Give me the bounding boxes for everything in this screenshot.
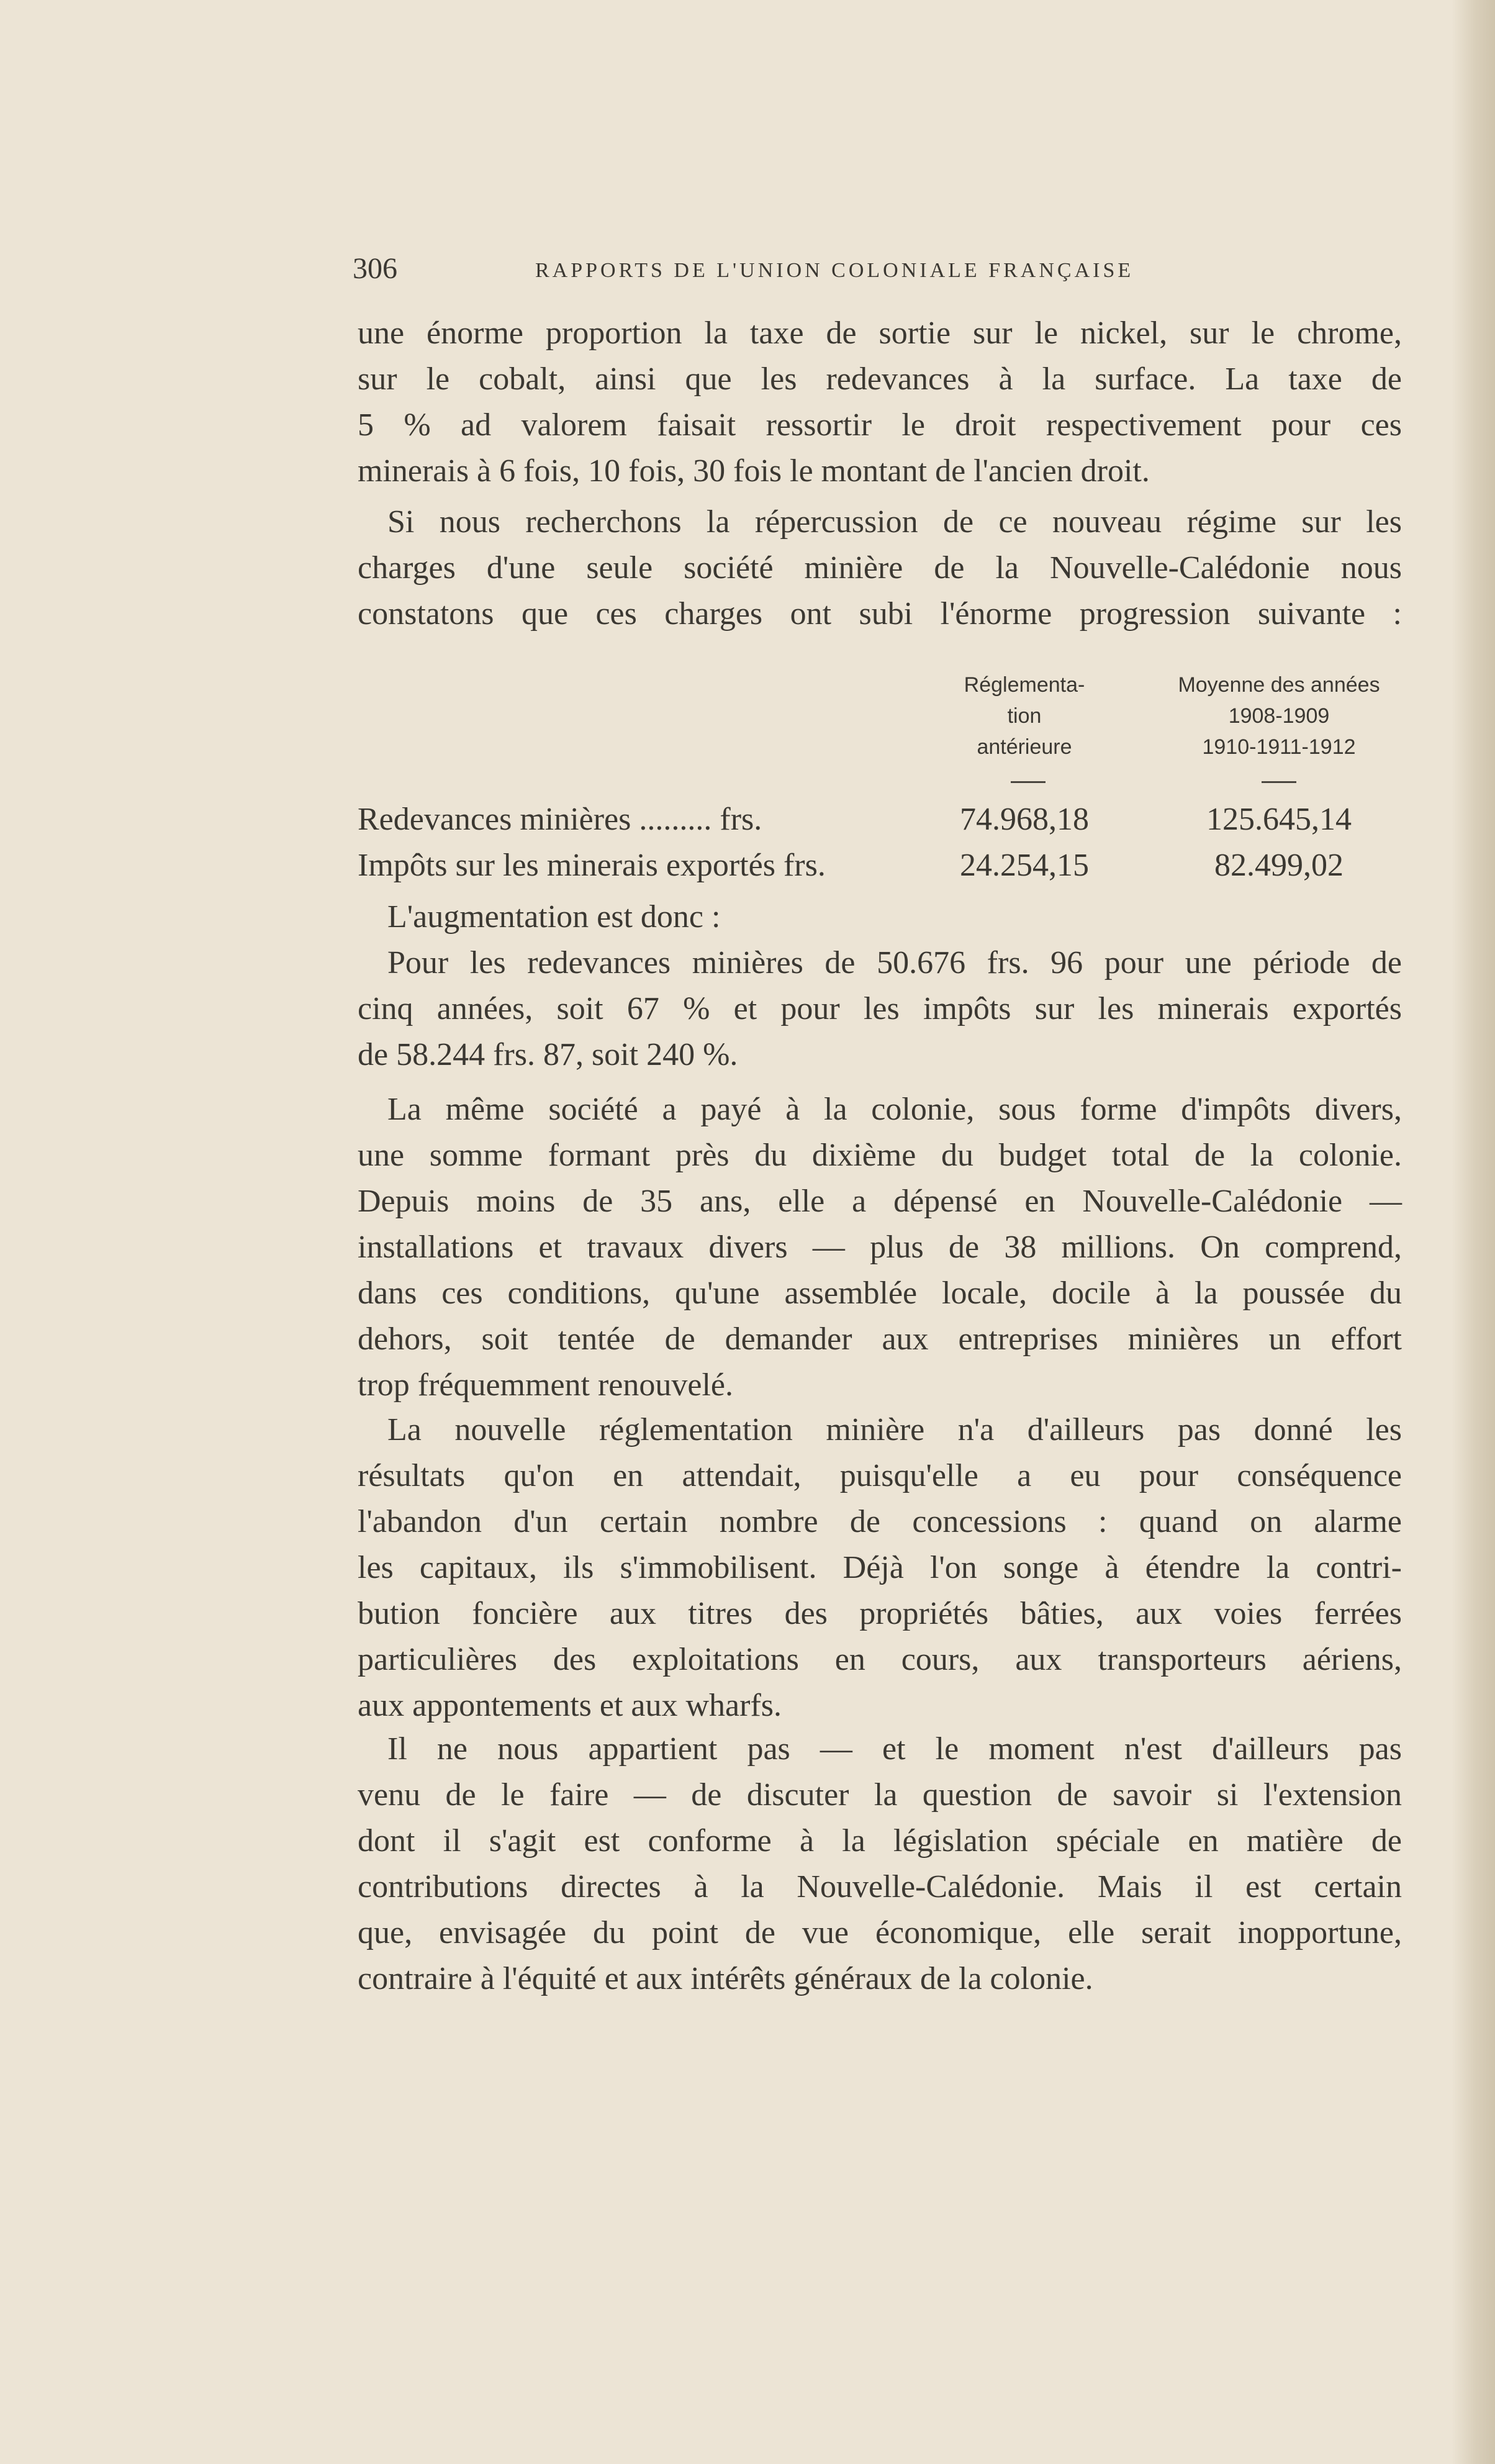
text-line: l'abandon d'un certain nombre de concessions : quand on alarme [358,1504,1402,1539]
text-line: venu de le faire — de discuter la question de savoir si l'extension [358,1777,1402,1813]
column-header-line: antérieure [977,735,1072,759]
text-line: Depuis moins de 35 ans, elle a dépensé en Nouvelle-Calédonie — [358,1184,1402,1219]
column-divider-dash [1011,781,1046,783]
text-line: L'augmentation est donc : [387,899,721,935]
text-line: une somme formant près du dixième du budget total de la colonie. [358,1138,1402,1173]
paragraph-4 [358,1087,1402,1408]
text-line: particulières des exploitations en cours, aux transporteurs aériens, [358,1642,1402,1677]
text-line: dehors, soit tentée de demander aux entreprises minières un effort [358,1321,1402,1357]
text-line: bution foncière aux titres des propriétés bâties, aux voies ferrées [358,1596,1402,1631]
text-line: dans ces conditions, qu'une assemblée locale, docile à la poussée du [358,1275,1402,1311]
text-line: charges d'une seule société minière de la Nouvelle-Calédonie nous [358,550,1402,586]
table-row [358,843,1413,889]
text-line: une énorme proportion la taxe de sortie sur le nickel, sur le chrome, [358,315,1402,351]
column-header-line: tion [1007,704,1042,728]
column-header-line: Réglementa- [964,673,1085,697]
text-line: contraire à l'équité et aux intérêts généraux de la colonie. [358,1961,1093,1996]
text-line: aux appontements et aux wharfs. [358,1688,782,1723]
table-header [931,669,1428,787]
row-label: Impôts sur les minerais exportés frs. [358,848,826,883]
column-header-line: 1910-1911-1912 [1202,735,1356,759]
row-label: Redevances minières ......... frs. [358,802,762,837]
text-line: constatons que ces charges ont subi l'énorme progression suivante : [358,596,1402,632]
text-line: de 58.244 frs. 87, soit 240 %. [358,1037,738,1072]
text-line: contributions directes à la Nouvelle-Calédonie. Mais il est certain [358,1869,1402,1905]
column-header-average-years [1142,669,1416,763]
text-line: Il ne nous appartient pas — et le moment n'est d'ailleurs pas [387,1731,1402,1767]
text-line: Si nous recherchons la répercussion de ce nouveau régime sur les [387,504,1402,540]
text-line: La même société a payé à la colonie, sous forme d'impôts divers, [387,1092,1402,1127]
text-line: installations et travaux divers — plus de 38 millions. On comprend, [358,1230,1402,1265]
text-line: minerais à 6 fois, 10 fois, 30 fois le montant de l'ancien droit. [358,453,1150,489]
text-line: les capitaux, ils s'immobilisent. Déjà l'on songe à étendre la contri- [358,1550,1402,1585]
text-line: trop fréquemment renouvelé. [358,1367,733,1403]
column-header-line: 1908-1909 [1228,704,1330,728]
paragraph-3 [358,894,1402,1078]
paragraph-1 [358,310,1402,494]
running-title: RAPPORTS DE L'UNION COLONIALE FRANÇAISE [535,259,1134,282]
page-edge-shadow [1452,0,1495,2464]
text-line: sur le cobalt, ainsi que les redevances à la surface. La taxe de [358,361,1402,397]
text-line: cinq années, soit 67 % et pour les impôts sur les minerais exportés [358,991,1402,1026]
text-line: que, envisagée du point de vue économique, elle serait inopportune, [358,1915,1402,1950]
column-header-line: Moyenne des années [1178,673,1380,697]
row-value-average: 82.499,02 [1214,848,1344,883]
paragraph-2 [358,499,1402,637]
text-line: La nouvelle réglementation minière n'a d'ailleurs pas donné les [387,1412,1402,1447]
text-line: Pour les redevances minières de 50.676 frs. 96 pour une période de [387,945,1402,981]
column-divider-dash [1262,781,1296,783]
text-line: résultats qu'on en attendait, puisqu'elle a eu pour conséquence [358,1458,1402,1493]
paragraph-5 [358,1407,1402,1729]
text-line: dont il s'agit est conforme à la législation spéciale en matière de [358,1823,1402,1859]
row-value-previous: 74.968,18 [960,802,1089,837]
table-row [358,797,1413,843]
row-value-average: 125.645,14 [1206,802,1352,837]
text-line: 5 % ad valorem faisait ressortir le droit respectivement pour ces [358,407,1402,443]
page-number: 306 [353,252,397,285]
column-header-previous-regulation [931,669,1118,763]
paragraph-6 [358,1726,1402,2002]
page-header [353,247,1222,291]
row-value-previous: 24.254,15 [960,848,1089,883]
